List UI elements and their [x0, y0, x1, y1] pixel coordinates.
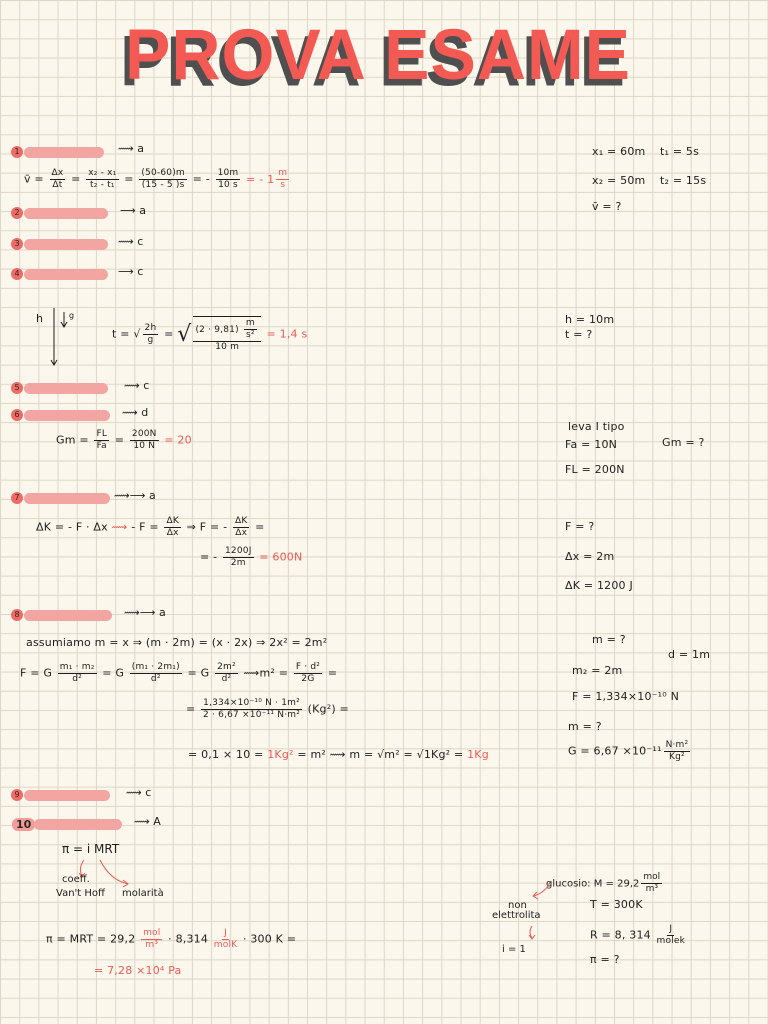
answer-1: ⟿ a — [118, 142, 145, 155]
q10-glucosio: glucosio: M = 29,2 $\frac{\text{mol}}{\text{m³}}$ — [546, 872, 661, 894]
q10-non: non — [508, 900, 527, 911]
answer-highlight-2 — [24, 208, 108, 219]
q1-given-t2: t₂ = 15s — [660, 174, 707, 187]
answer-highlight-10 — [34, 819, 122, 830]
q1-given-v: v̄ = ? — [592, 200, 622, 213]
q4-result: = 1,4 s — [266, 327, 308, 341]
q7-given-f: F = ? — [565, 520, 595, 533]
q10-given-r: R = 8, 314 $\frac{J}{\text{molek}}$ — [590, 924, 686, 946]
q10-result: = 7,28 ×10⁴ Pa — [94, 964, 182, 977]
q1-equation: v̄ = $\frac{\Delta x}{\Delta t}$ = $\frac{\text{x₂ - x₁}}{\text{t₂ - t₁}}$ = $\frac{(50-60)m}{(15 - 5 )s}$ = - $\frac{10m}{10 s}$ = - 1 $\frac{m}{s}$ — [24, 168, 291, 191]
q7-given-dx: Δx = 2m — [565, 550, 615, 563]
q10-i: i = 1 — [502, 944, 526, 955]
q10-given-t: T = 300K — [590, 898, 643, 911]
q10-elettrolita: elettrolita — [492, 910, 541, 921]
q8-assumption: assumiamo m = x ⇒ (m · 2m) = (x · 2x) ⇒ 2x² = 2m² — [26, 636, 328, 649]
squiggle-arrow-icon: ⟿ — [126, 786, 142, 799]
q8-result: 1Kg — [467, 748, 489, 761]
q8-given-g: G = 6,67 ×10⁻¹¹ $\frac{\text{N·m²}}{\text{Kg²}}$ — [568, 740, 689, 762]
q4-given-t: t = ? — [565, 328, 593, 341]
answer-9: ⟿ c — [126, 786, 152, 799]
answer-highlight-8 — [24, 610, 112, 621]
q6-equation: Gm = $\frac{FL}{Fa}$ = $\frac{200N}{10 N}$ = 20 — [56, 429, 192, 451]
q10-molarita: molarità — [122, 888, 164, 899]
answer-8: ⟿⟶ a — [124, 606, 166, 619]
q7-result: = 600N — [259, 550, 303, 564]
q6-given-gm: Gm = ? — [662, 436, 705, 449]
q4-g-label: g — [69, 311, 75, 320]
q10-given-pi: π = ? — [590, 953, 620, 966]
q7-equation-line2: = - $\frac{1200J}{2m}$ = 600N — [200, 546, 303, 568]
q4-h-label: h — [36, 312, 44, 325]
squiggle-arrow-icon: ⟿⟶ — [124, 606, 156, 619]
q8-given-m-unknown: m = ? — [568, 720, 602, 733]
answer-highlight-4 — [24, 269, 108, 280]
question-number-1: 1 — [11, 146, 23, 158]
question-number-4: 4 — [11, 268, 23, 280]
q10-equation: π = MRT = 29,2 $\frac{\text{mol}}{\text{m³}}$ · 8,314 $\frac{J}{\text{molK}}$ · 300 K = — [46, 928, 297, 950]
squiggle-arrow-icon: ⟿ — [134, 815, 150, 828]
answer-7: ⟿⟶ a — [114, 489, 156, 502]
answer-highlight-6 — [24, 410, 110, 421]
squiggle-arrow-icon: ⟶ — [120, 204, 136, 217]
answer-highlight-7 — [24, 493, 110, 504]
squiggle-arrow-icon: ⟿ — [124, 379, 140, 392]
q8-equation-line2: = $\frac{\text{1,334×10⁻¹⁰ N · 1m²}}{\text{2 · 6,67 ×10⁻¹¹ N·m²}}$ (Kg²) = — [186, 698, 349, 720]
page-title: PROVA ESAME — [125, 15, 631, 95]
answer-highlight-3 — [24, 239, 108, 250]
answer-4: ⟶ c — [118, 265, 144, 278]
q1-given-x2: x₂ = 50m — [592, 174, 646, 187]
answer-highlight-9 — [24, 790, 110, 801]
answer-highlight-5 — [24, 383, 108, 394]
answer-2: ⟶ a — [120, 204, 147, 217]
question-number-9: 9 — [11, 789, 23, 801]
question-number-7: 7 — [11, 492, 23, 504]
q1-given-x1: x₁ = 60m — [592, 145, 646, 158]
q4-given-h: h = 10m — [565, 313, 615, 326]
question-number-6: 6 — [11, 409, 23, 421]
q8-given-m: m = ? — [592, 633, 626, 646]
squiggle-arrow-icon: ⟿ — [122, 406, 138, 419]
question-number-5: 5 — [11, 382, 23, 394]
q6-given-fa: Fa = 10N — [565, 438, 618, 451]
squiggle-arrow-icon: ⟶ — [118, 265, 134, 278]
q6-given-leva: leva I tipo — [568, 420, 625, 433]
q8-equation-line3: = 0,1 × 10 = 1Kg² = m² ⟿ m = √m² = √1Kg² = 1Kg — [188, 748, 489, 761]
q8-given-d: d = 1m — [668, 648, 711, 661]
q6-given-fl: FL = 200N — [565, 463, 625, 476]
q1-given-t1: t₁ = 5s — [660, 145, 700, 158]
answer-5: ⟿ c — [124, 379, 150, 392]
q1-result: = - 1 $\frac{m}{s}$ — [246, 168, 288, 190]
q4-equation: t = √ $\frac{2h}{g}$ = √ (2 · 9,81) $\frac{m}{\text{s²}}$ 10 m = 1,4 s — [112, 318, 308, 352]
squiggle-arrow-icon: ⟿⟶ — [114, 489, 146, 502]
answer-highlight-1 — [24, 147, 104, 158]
answer-10: ⟿ A — [134, 815, 161, 828]
question-number-2: 2 — [11, 207, 23, 219]
answer-3: ⟿ c — [118, 235, 144, 248]
q10-formula: π = i MRT — [62, 842, 120, 856]
squiggle-arrow-icon: ⟿ — [118, 142, 134, 155]
question-number-3: 3 — [11, 238, 23, 250]
q7-given-dk: ΔK = 1200 J — [565, 579, 633, 592]
q8-equation-line1: F = G $\frac{\text{m₁ · m₂}}{\text{d²}}$ = G $\frac{\text{(m₁ · 2m₁)}}{\text{d²}}$ = G $\frac{\text{2m²}}{\text{d²}}$ ⟿m² = $\frac{\text{F · d²}}{2G}$ = — [20, 662, 338, 684]
q6-result: = 20 — [164, 433, 192, 447]
q7-equation-line1: ΔK = - F · Δx ⟿ - F = $\frac{\Delta K}{\Delta x}$ ⇒ F = - $\frac{\Delta K}{\Delta x}$ = — [36, 516, 265, 538]
answer-6: ⟿ d — [122, 406, 149, 419]
q10-coeff: coeff. — [62, 874, 90, 885]
question-number-10: 10 — [12, 818, 35, 831]
q8-given-m2: m₂ = 2m — [572, 664, 623, 677]
q10-vanthoff: Van't Hoff — [56, 888, 105, 899]
question-number-8: 8 — [11, 609, 23, 621]
squiggle-arrow-icon: ⟿ — [118, 235, 134, 248]
q8-given-f: F = 1,334×10⁻¹⁰ N — [572, 690, 679, 703]
